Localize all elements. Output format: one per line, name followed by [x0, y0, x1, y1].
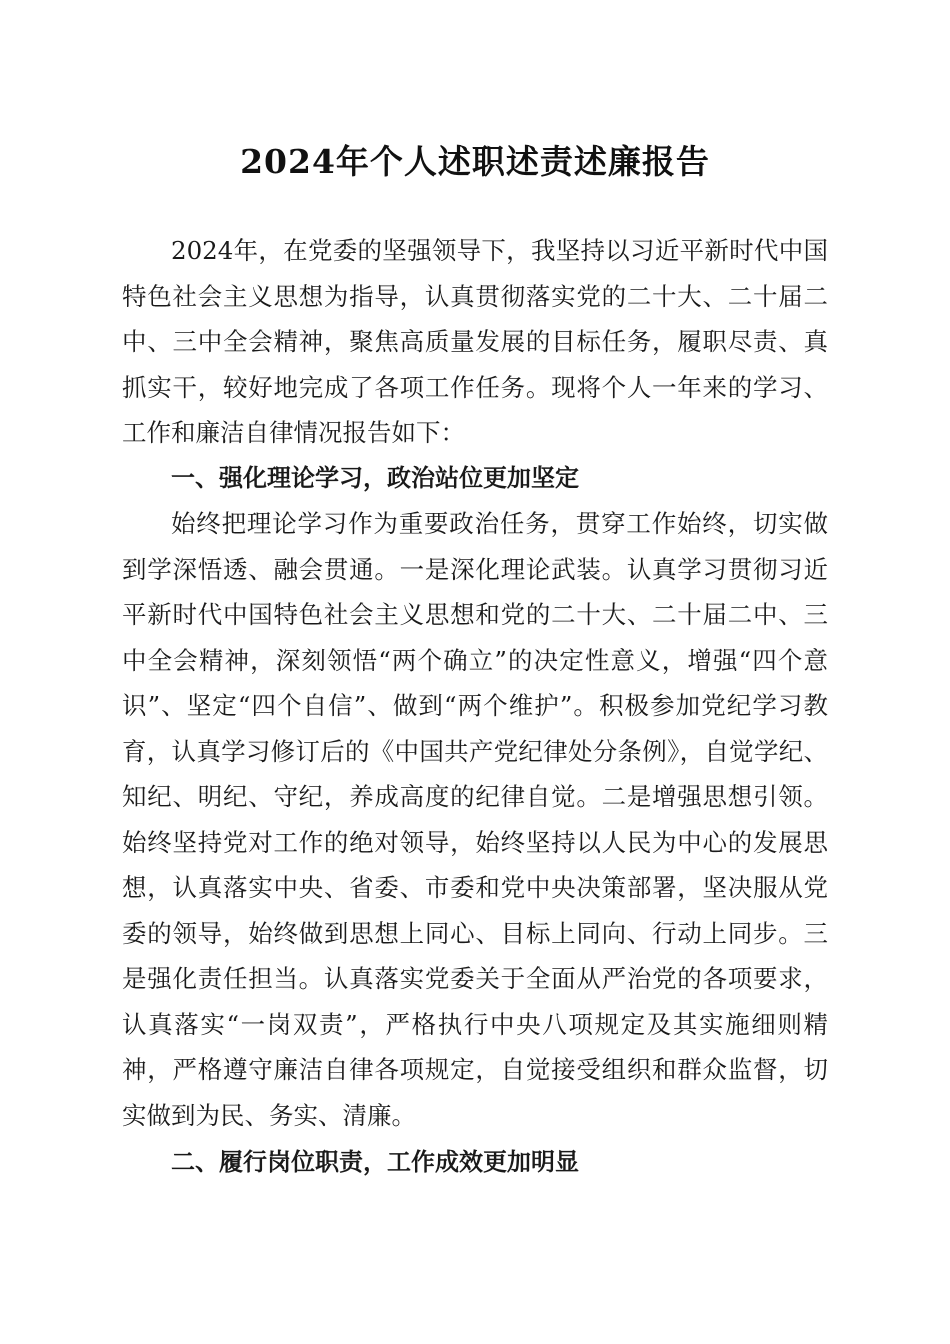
- document-body: [122, 228, 828, 1186]
- section-1-paragraph: 始终把理论学习作为重要政治任务，贯穿工作始终，切实做到学深悟透、融会贯通。一是深化理论武装。认真学习贯彻习近平新时代中国特色社会主义思想和党的二十大、二十届二中、三中全会精神，深刻领悟“两个确立”的决定性意义，增强“四个意识”、坚定“四个自信”、做到“两个维护”。积极参加党纪学习教育，认真学习修订后的《中国共产党纪律处分条例》，自觉学纪、知纪、明纪、守纪，养成高度的纪律自觉。二是增强思想引领。始终坚持党对工作的绝对领导，始终坚持以人民为中心的发展思想，认真落实中央、省委、市委和党中央决策部署，坚决服从党委的领导，始终做到思想上同心、目标上同向、行动上同步。三是强化责任担当。认真落实党委关于全面从严治党的各项要求，认真落实“一岗双责”，严格执行中央八项规定及其实施细则精神，严格遵守廉洁自律各项规定，自觉接受组织和群众监督，切实做到为民、务实、清廉。: [122, 509, 828, 1130]
- document-title: 2024年个人述职述责述廉报告: [240, 142, 710, 181]
- section-1-heading: 一、强化理论学习，政治站位更加坚定: [171, 463, 579, 492]
- section-2-heading: 二、履行岗位职责，工作成效更加明显: [171, 1148, 579, 1176]
- intro-paragraph: 2024年，在党委的坚强领导下，我坚持以习近平新时代中国特色社会主义思想为指导，认真贯彻落实党的二十大、二十届二中、三中全会精神，聚焦高质量发展的目标任务，履职尽责、真抓实干，较好地完成了各项工作任务。现将个人一年来的学习、工作和廉洁自律情况报告如下：: [122, 236, 828, 447]
